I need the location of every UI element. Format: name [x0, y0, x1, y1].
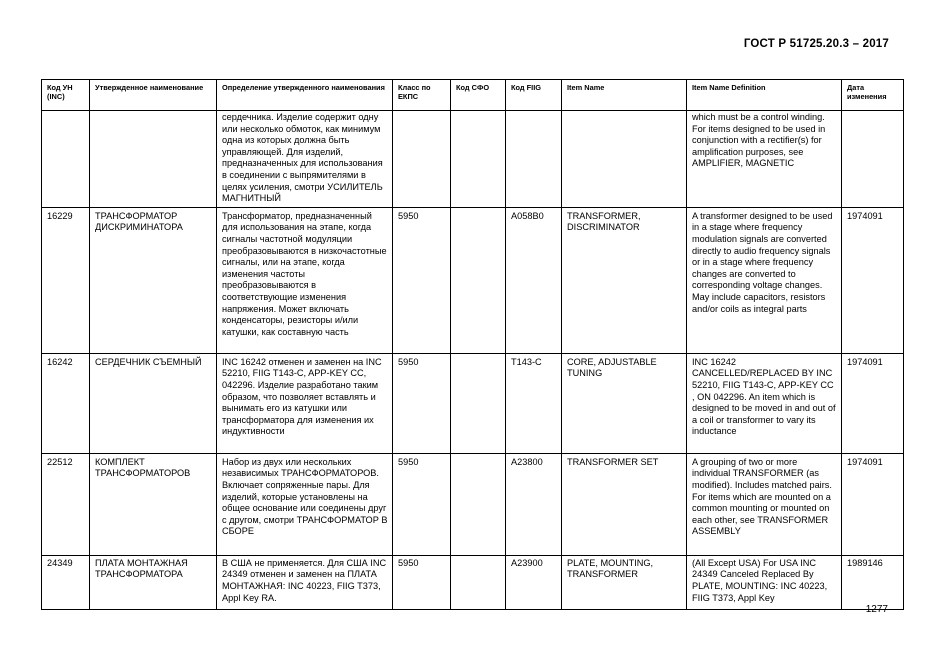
cell-item-name: TRANSFORMER, DISCRIMINATOR: [562, 207, 687, 353]
col-header-item-name-definition: Item Name Definition: [687, 80, 842, 111]
cell-sfo: [451, 453, 506, 555]
item-names-table: [41, 79, 904, 610]
cell-class: [393, 111, 451, 208]
cell-sfo: [451, 111, 506, 208]
cell-definition-ru: INC 16242 отменен и заменен на INC 52210, FIIG T143-C, APP-KEY CC, 042296. Изделие разработано таким образом, что позволяет вставлять и вынимать его из катушки или трансформатора для изменения их индуктивности: [217, 353, 393, 453]
cell-inc: [42, 111, 90, 208]
cell-item-name: [562, 111, 687, 208]
cell-sfo: [451, 555, 506, 609]
cell-class: 5950: [393, 555, 451, 609]
col-header-sfo: Код СФО: [451, 80, 506, 111]
cell-sfo: [451, 207, 506, 353]
cell-date: 1974091: [842, 353, 904, 453]
cell-definition-en: A grouping of two or more individual TRANSFORMER (as modified). Includes matched pairs. For items which are mounted on a common mounting or mounted on each other, see TRANSFORMER ASSEMBLY: [687, 453, 842, 555]
cell-inc: 16242: [42, 353, 90, 453]
cell-definition-en: A transformer designed to be used in a stage where frequency modulation signals are converted directly to audio frequency signals or in a stage where frequency changes are converted to corresponding voltage changes. May include capacitors, resistors and/or coils as integral parts: [687, 207, 842, 353]
cell-date: [842, 111, 904, 208]
col-header-date: Дата изменения: [842, 80, 904, 111]
cell-item-name: CORE, ADJUSTABLE TUNING: [562, 353, 687, 453]
table-row: [42, 453, 904, 555]
table-row: [42, 111, 904, 208]
cell-inc: 16229: [42, 207, 90, 353]
cell-date: 1974091: [842, 453, 904, 555]
table-header-row: [42, 80, 904, 111]
document-standard-header: ГОСТ Р 51725.20.3 – 2017: [743, 38, 889, 50]
cell-name-ru: ПЛАТА МОНТАЖНАЯ ТРАНСФОРМАТОРА: [90, 555, 217, 609]
col-header-class: Класс по ЕКПС: [393, 80, 451, 111]
col-header-definition-ru: Определение утвержденного наименования: [217, 80, 393, 111]
cell-name-ru: ТРАНСФОРМАТОР ДИСКРИМИНАТОРА: [90, 207, 217, 353]
cell-name-ru: [90, 111, 217, 208]
cell-class: 5950: [393, 353, 451, 453]
cell-item-name: PLATE, MOUNTING, TRANSFORMER: [562, 555, 687, 609]
cell-item-name: TRANSFORMER SET: [562, 453, 687, 555]
cell-class: 5950: [393, 207, 451, 353]
col-header-fiig: Код FIIG: [506, 80, 562, 111]
cell-name-ru: СЕРДЕЧНИК СЪЕМНЫЙ: [90, 353, 217, 453]
table-row: [42, 207, 904, 353]
cell-definition-en: (All Except USA) For USA INC 24349 Canceled Replaced By PLATE, MOUNTING: INC 40223, FIIG T373, Appl Key: [687, 555, 842, 609]
cell-inc: 22512: [42, 453, 90, 555]
cell-definition-ru: Трансформатор, предназначенный для использования на этапе, когда сигналы частотной модуляции преобразовываются в низкочастотные сигналы, или на этапе, когда изменения частоты преобразовываются в соответствующие изменения напряжения. Может включать конденсаторы, резисторы и/или катушки, как составную часть: [217, 207, 393, 353]
col-header-approved-name: Утвержденное наименование: [90, 80, 217, 111]
cell-date: 1974091: [842, 207, 904, 353]
cell-definition-en: INC 16242 CANCELLED/REPLACED BY INC 52210, FIIG T143-C, APP-KEY CC , ON 042296. An item which is designed to be moved in and out of a coil or transformer to vary its inductance: [687, 353, 842, 453]
cell-name-ru: КОМПЛЕКТ ТРАНСФОРМАТОРОВ: [90, 453, 217, 555]
cell-fiig: A23800: [506, 453, 562, 555]
cell-definition-ru: сердечника. Изделие содержит одну или несколько обмоток, как минимум одна из которых должна быть управляющей. Для изделий, предназначенных для использования в соединении с выпрямителями в целях усиления, смотри УСИЛИТЕЛЬ МАГНИТНЫЙ: [217, 111, 393, 208]
cell-sfo: [451, 353, 506, 453]
cell-definition-en: which must be a control winding. For items designed to be used in conjunction with a rectifier(s) for amplification purposes, see AMPLIFIER, MAGNETIC: [687, 111, 842, 208]
cell-inc: 24349: [42, 555, 90, 609]
cell-fiig: A058B0: [506, 207, 562, 353]
table-row: [42, 555, 904, 609]
cell-class: 5950: [393, 453, 451, 555]
cell-fiig: A23900: [506, 555, 562, 609]
cell-fiig: T143-C: [506, 353, 562, 453]
cell-definition-ru: В США не применяется. Для США INC 24349 отменен и заменен на ПЛАТА МОНТАЖНАЯ: INC 40223, FIIG T373, Appl Key RA.: [217, 555, 393, 609]
cell-date: 1989146: [842, 555, 904, 609]
table-row: [42, 353, 904, 453]
col-header-inc: Код УН (INC): [42, 80, 90, 111]
cell-definition-ru: Набор из двух или нескольких независимых ТРАНСФОРМАТОРОВ. Включает сопряженные пары. Для изделий, которые установлены на общее основание или соединены друг с другом, смотри ТРАНСФОРМАТОР В СБОРЕ: [217, 453, 393, 555]
cell-fiig: [506, 111, 562, 208]
page-number: 1277: [865, 604, 888, 615]
col-header-item-name: Item Name: [562, 80, 687, 111]
